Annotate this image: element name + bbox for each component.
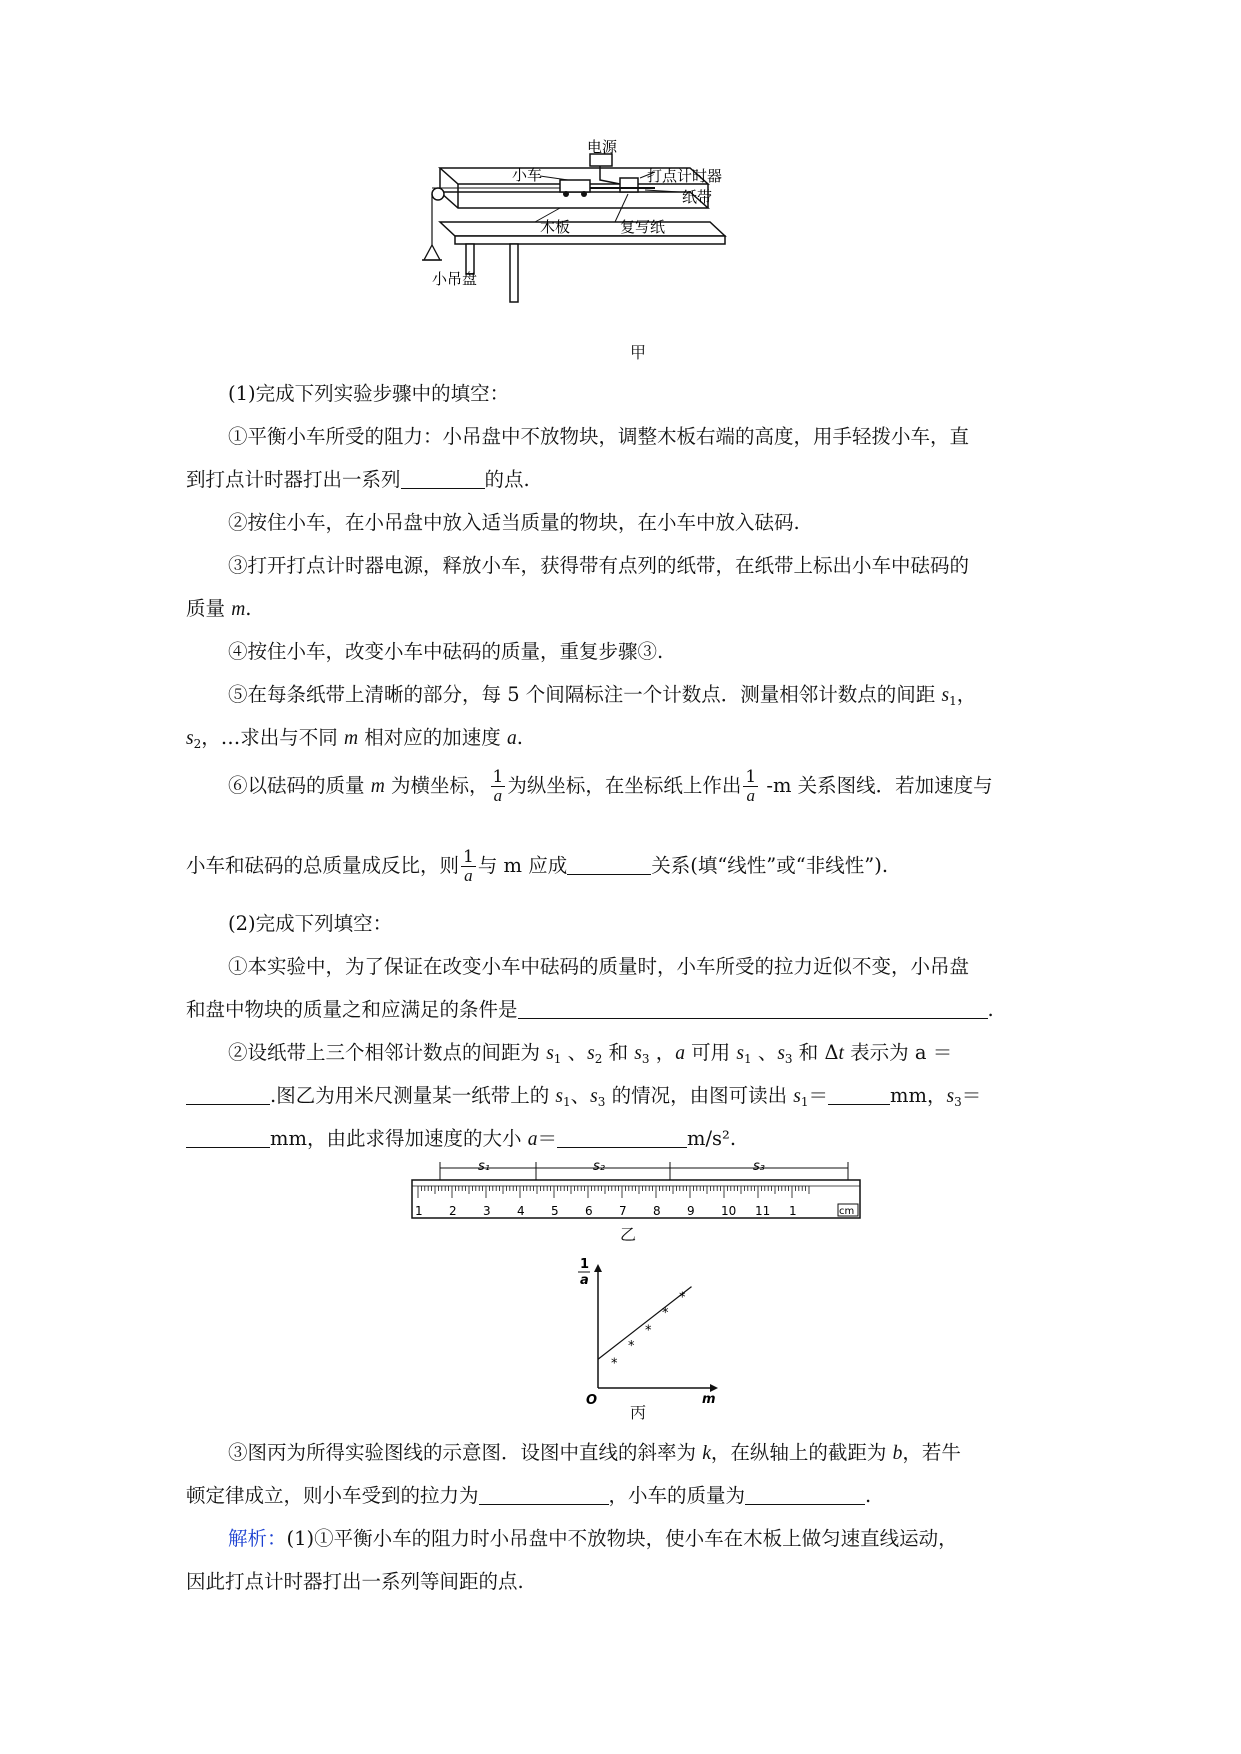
ruler-tick-label: 5 bbox=[551, 1204, 559, 1218]
q1-step5-line2: $s_2$，…求出与不同 m 相对应的加速度 a. bbox=[186, 726, 523, 751]
ruler-unit: cm bbox=[839, 1206, 855, 1217]
q1-step1-line1: ①平衡小车所受的阻力：小吊盘中不放物块，调整木板右端的高度，用手轻拨小车，直 bbox=[228, 425, 970, 448]
ruler-figure bbox=[408, 1160, 868, 1230]
ruler-tick-label: 1 bbox=[415, 1204, 423, 1218]
answer-blank[interactable] bbox=[567, 854, 651, 875]
answer-blank[interactable] bbox=[186, 1084, 270, 1105]
ruler-tick-label: 1 bbox=[789, 1204, 797, 1218]
ruler-tick-label: 3 bbox=[483, 1204, 491, 1218]
answer-blank[interactable] bbox=[186, 1127, 270, 1148]
ruler-tick-label: 9 bbox=[687, 1204, 695, 1218]
q2-step2-line2: .图乙为用米尺测量某一纸带上的 $s_1$、$s_3$ 的情况，由图可读出 $s_1=$ mm，$s_3=$ bbox=[186, 1080, 981, 1109]
label-power: 电源 bbox=[587, 138, 618, 156]
answer-line2: 因此打点计时器打出一系列等间距的点. bbox=[186, 1570, 524, 1593]
data-point: * bbox=[662, 1305, 669, 1321]
span-s2-label: s₂ bbox=[593, 1159, 605, 1174]
q2-step2-line3: mm，由此求得加速度的大小 a＝ m/s². bbox=[186, 1123, 736, 1151]
answer-blank[interactable] bbox=[401, 468, 485, 489]
x-label: m bbox=[702, 1392, 716, 1407]
q1-step6-line2: 小车和砝码的总质量成反比，则 $\frac{1}{a}$ 与 m 应成 关系(填“线性”或“非线性”). bbox=[186, 847, 889, 885]
span-s1-label: s₁ bbox=[478, 1159, 490, 1174]
q1-step4: ④按住小车，改变小车中砝码的质量，重复步骤③. bbox=[228, 640, 664, 663]
q2-step2-line1: ②设纸带上三个相邻计数点的间距为 $s_1$ 、$s_2$ 和 $s_3$ ，a 可用 $s_1$ 、$s_3$ 和 Δt 表示为 a ＝ bbox=[228, 1041, 953, 1066]
ruler-tick-label: 8 bbox=[653, 1204, 661, 1218]
data-point: * bbox=[628, 1339, 635, 1355]
q1-step3-line1: ③打开打点计时器电源，释放小车，获得带有点列的纸带，在纸带上标出小车中砝码的 bbox=[228, 554, 970, 577]
q1-step6-line1: ⑥以砝码的质量 m 为横坐标， $\frac{1}{a}$ 为纵坐标，在坐标纸上作出 $\frac{1}{a}$ -m 关系图线．若加速度与 bbox=[228, 767, 993, 805]
answer-blank[interactable] bbox=[828, 1084, 890, 1105]
label-carbon: 复写纸 bbox=[620, 218, 666, 236]
caption-yi: 乙 bbox=[620, 1225, 637, 1244]
y-label-den: a bbox=[580, 1273, 589, 1288]
answer-blank[interactable] bbox=[557, 1127, 687, 1148]
q1-step2: ②按住小车，在小吊盘中放入适当质量的物块，在小车中放入砝码. bbox=[228, 511, 800, 534]
data-point: * bbox=[679, 1290, 686, 1306]
span-s3-label: s₃ bbox=[753, 1159, 765, 1174]
chart-figure bbox=[570, 1258, 720, 1408]
q1-title: (1)完成下列实验步骤中的填空： bbox=[228, 382, 510, 405]
ruler-tick-label: 6 bbox=[585, 1204, 593, 1218]
apparatus-figure bbox=[432, 138, 800, 340]
ruler-tick-label: 10 bbox=[721, 1204, 737, 1218]
q3-line1: ③图丙为所得实验图线的示意图．设图中直线的斜率为 k，在纵轴上的截距为 b，若牛 bbox=[228, 1441, 961, 1464]
data-point: * bbox=[645, 1323, 652, 1339]
label-tray: 小吊盘 bbox=[432, 270, 478, 288]
q2-step1-line2: 和盘中物块的质量之和应满足的条件是 . bbox=[186, 998, 994, 1021]
q2-title: (2)完成下列填空： bbox=[228, 912, 393, 935]
answer-line1: 解析：(1)①平衡小车的阻力时小吊盘中不放物块，使小车在木板上做匀速直线运动， bbox=[228, 1527, 958, 1550]
answer-blank[interactable] bbox=[518, 998, 988, 1019]
label-board: 木板 bbox=[540, 218, 571, 236]
q2-step1-line1: ①本实验中，为了保证在改变小车中砝码的质量时，小车所受的拉力近似不变，小吊盘 bbox=[228, 955, 970, 978]
q1-step3-line2: 质量 m. bbox=[186, 597, 252, 620]
answer-blank[interactable] bbox=[479, 1484, 609, 1505]
data-point: * bbox=[611, 1356, 618, 1372]
y-label-num: 1 bbox=[580, 1257, 590, 1272]
q1-step5-line1: ⑤在每条纸带上清晰的部分，每 5 个间隔标注一个计数点．测量相邻计数点的间距 $s_1$， bbox=[228, 683, 977, 708]
caption-jia: 甲 bbox=[630, 343, 647, 362]
ruler-tick-label: 7 bbox=[619, 1204, 627, 1218]
ruler-tick-label: 11 bbox=[755, 1204, 771, 1218]
q3-line2: 顿定律成立，则小车受到的拉力为 ，小车的质量为 . bbox=[186, 1484, 872, 1507]
answer-label: 解析： bbox=[228, 1527, 287, 1550]
ruler-tick-label: 2 bbox=[449, 1204, 457, 1218]
ruler-tick-label: 4 bbox=[517, 1204, 525, 1218]
origin-label: O bbox=[586, 1393, 598, 1408]
q1-step1-line2: 到打点计时器打出一系列 的点. bbox=[186, 468, 530, 491]
label-timer: 打点计时器 bbox=[647, 167, 723, 185]
caption-bing: 丙 bbox=[630, 1403, 647, 1422]
label-tape: 纸带 bbox=[682, 188, 713, 206]
label-cart: 小车 bbox=[512, 166, 543, 184]
answer-blank[interactable] bbox=[745, 1484, 865, 1505]
